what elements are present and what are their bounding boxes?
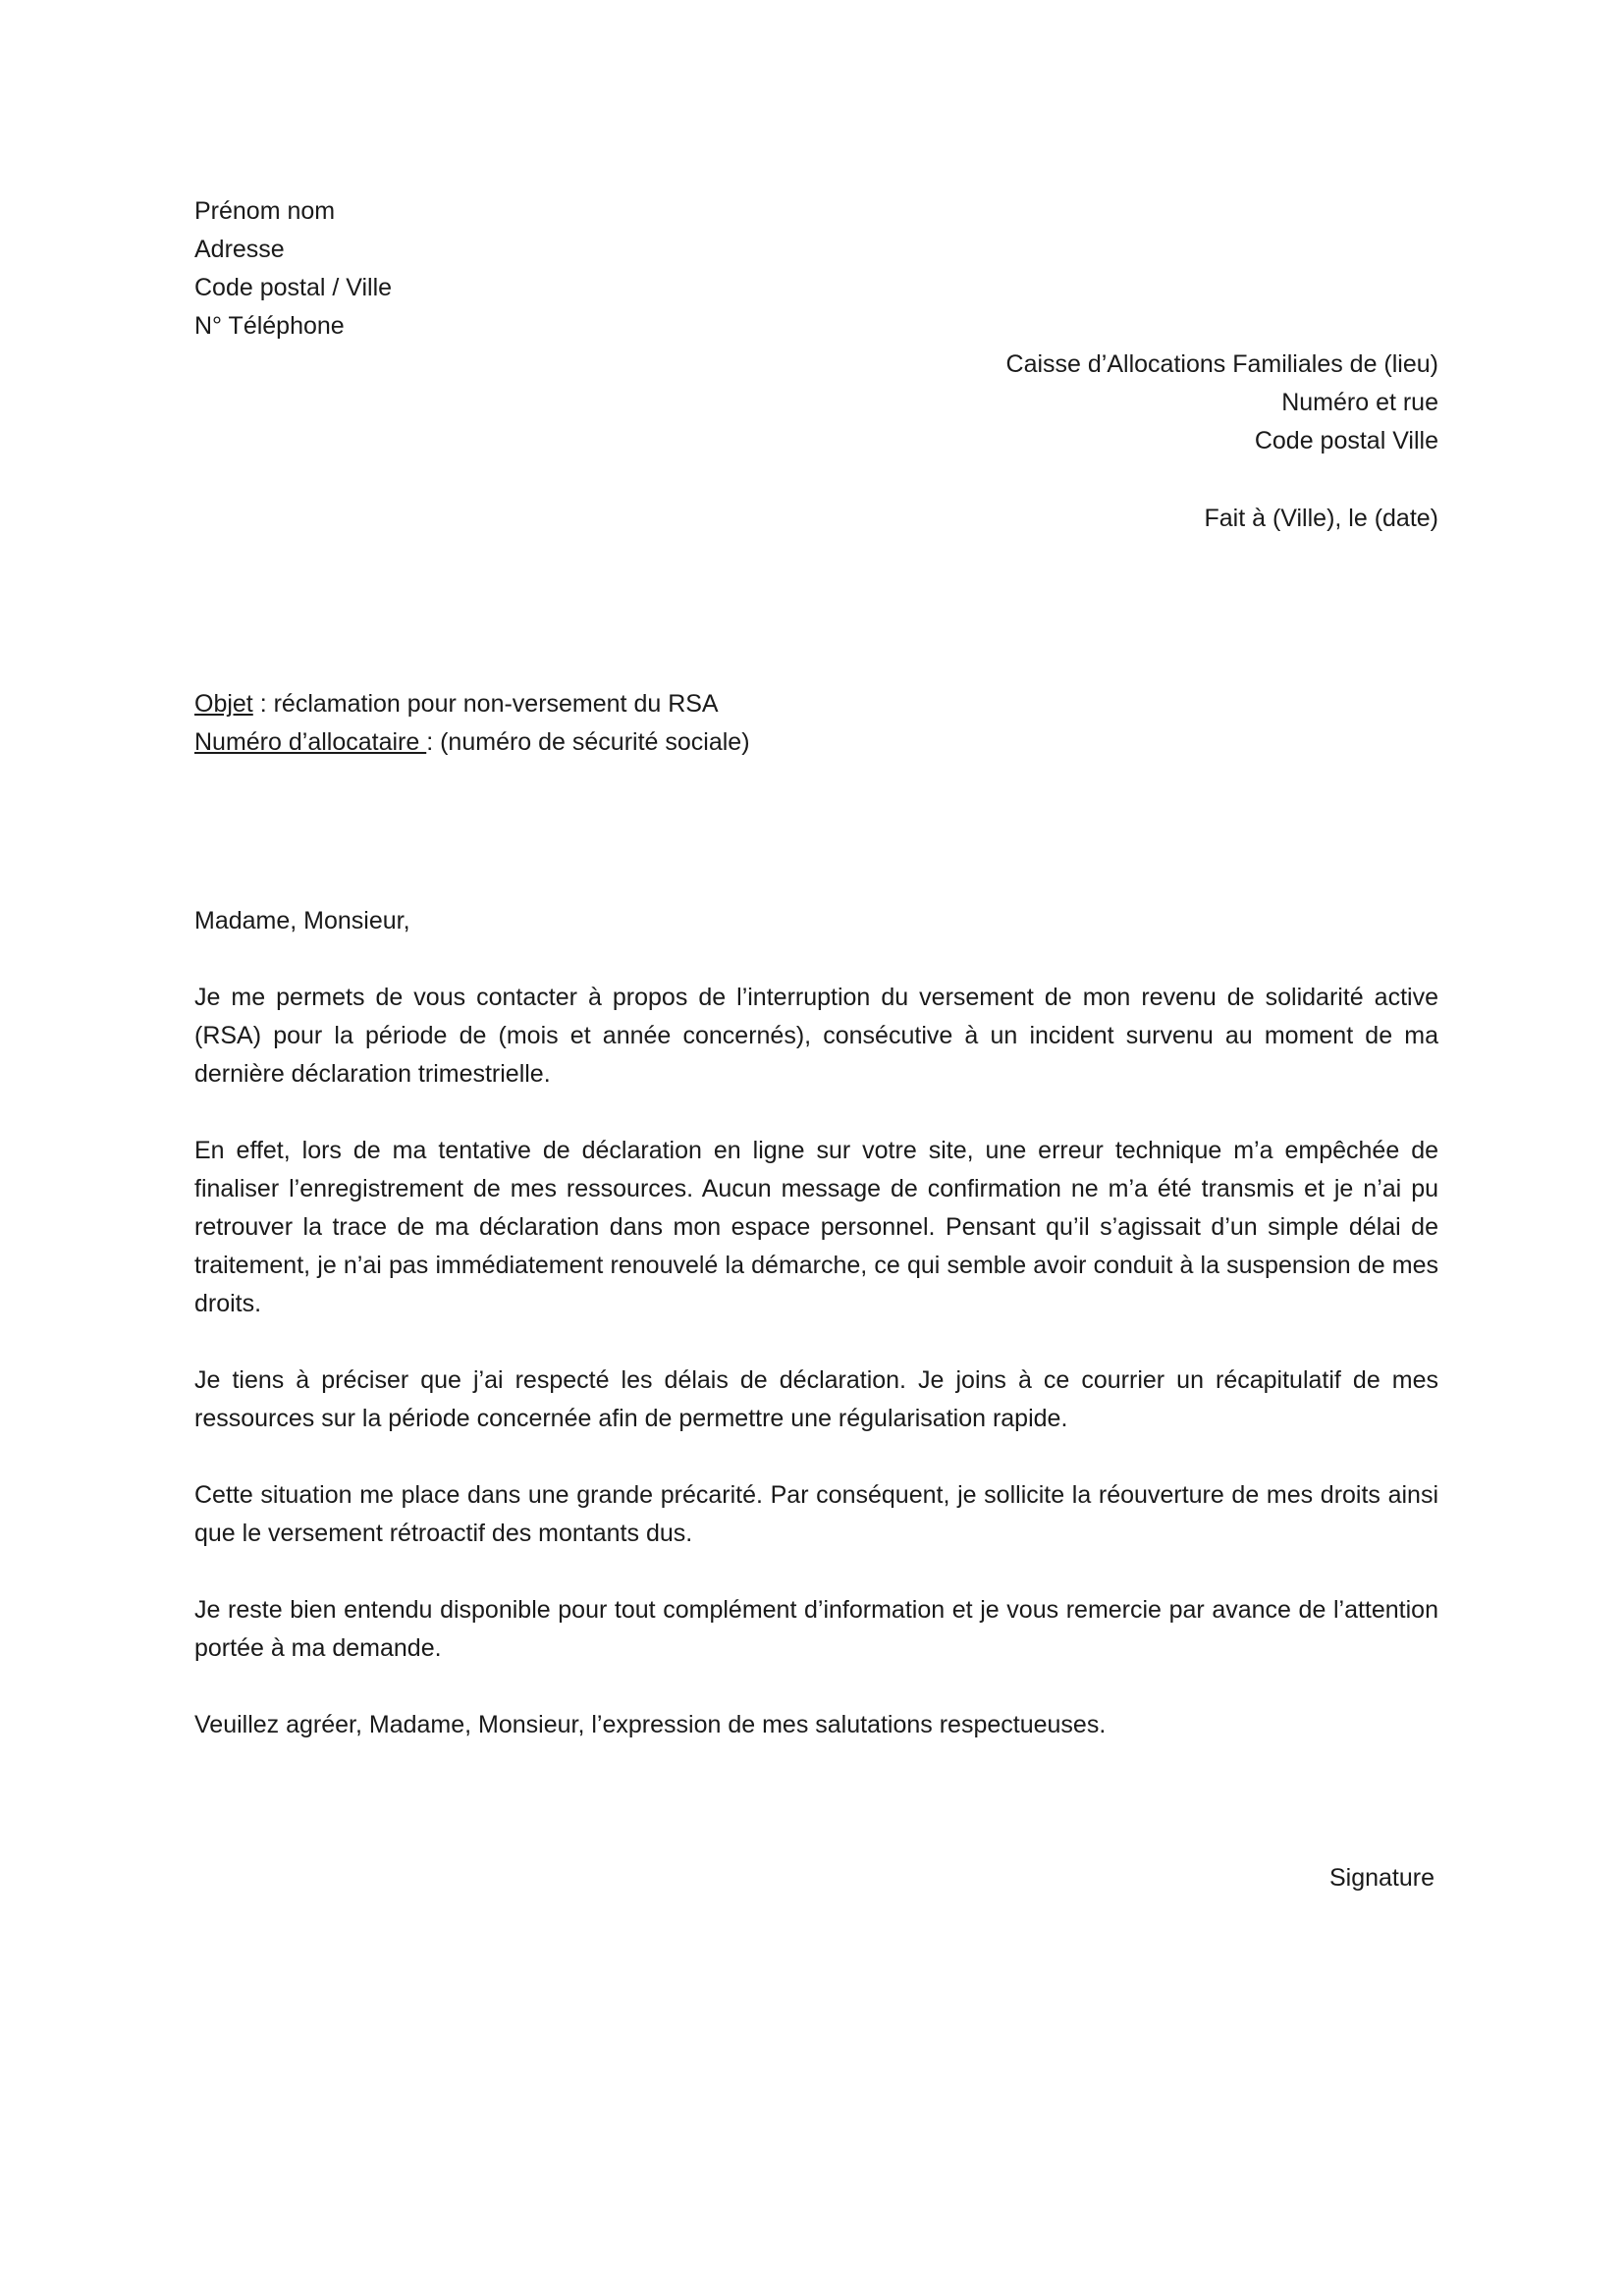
signature: Signature — [1328, 1864, 1435, 1892]
paragraph: Je tiens à préciser que j’ai respecté les délais de déclaration. Je joins à ce courrier un récapitulatif de mes ressources sur la période concernée afin de permettre une régularisation rapide. — [194, 1366, 1438, 1432]
sender-block — [194, 192, 882, 346]
allocataire-line — [194, 723, 1438, 762]
paragraph: Je me permets de vous contacter à propos de l’interruption du versement de mon revenu de solidarité active (RSA) pour la période de (mois et année concernés), consécutive à un incident survenu au moment de ma dernière déclaration trimestrielle. — [194, 984, 1438, 1088]
sender-phone: N° Téléphone — [194, 312, 345, 340]
sender-address: Adresse — [194, 236, 285, 263]
reference-block — [194, 685, 1438, 762]
salutation: Madame, Monsieur, — [194, 907, 410, 934]
recipient-street: Numéro et rue — [1281, 389, 1438, 416]
paragraph: En effet, lors de ma tentative de déclaration en ligne sur votre site, une erreur technique m’a empêchée de finaliser l’enregistrement de mes ressources. Aucun message de confirmation ne m’a été transmis et je n’ai pu retrouver la trace de ma déclaration dans mon espace personnel. Pensant qu’il s’agissait d’un simple délai de traitement, je n’ai pas immédiatement renouvelé la démarche, ce qui semble avoir conduit à la suspension de mes droits. — [194, 1137, 1438, 1317]
sender-city: Code postal / Ville — [194, 274, 393, 301]
recipient-city: Code postal Ville — [1254, 427, 1438, 454]
recipient-name: Caisse d’Allocations Familiales de (lieu) — [1005, 350, 1438, 378]
letter-body — [194, 902, 1438, 1783]
object-label: Objet — [194, 690, 253, 718]
object-text: : réclamation pour non-versement du RSA — [252, 690, 719, 718]
allocataire-text: : (numéro de sécurité sociale) — [426, 728, 750, 756]
sender-name: Prénom nom — [194, 197, 336, 225]
paragraph: Je reste bien entendu disponible pour tout complément d’information et je vous remercie par avance de l’attention portée à ma demande. — [194, 1596, 1438, 1662]
recipient-block — [555, 346, 1438, 460]
allocataire-label: Numéro d’allocataire — [194, 728, 427, 756]
paragraph: Cette situation me place dans une grande précarité. Par conséquent, je sollicite la réouverture de mes droits ainsi que le versement rétroactif des montants dus. — [194, 1481, 1438, 1547]
object-line — [194, 685, 1438, 723]
closing-formula: Veuillez agréer, Madame, Monsieur, l’expression de mes salutations respectueuses. — [194, 1711, 1107, 1738]
place-date: Fait à (Ville), le (date) — [1204, 505, 1438, 532]
